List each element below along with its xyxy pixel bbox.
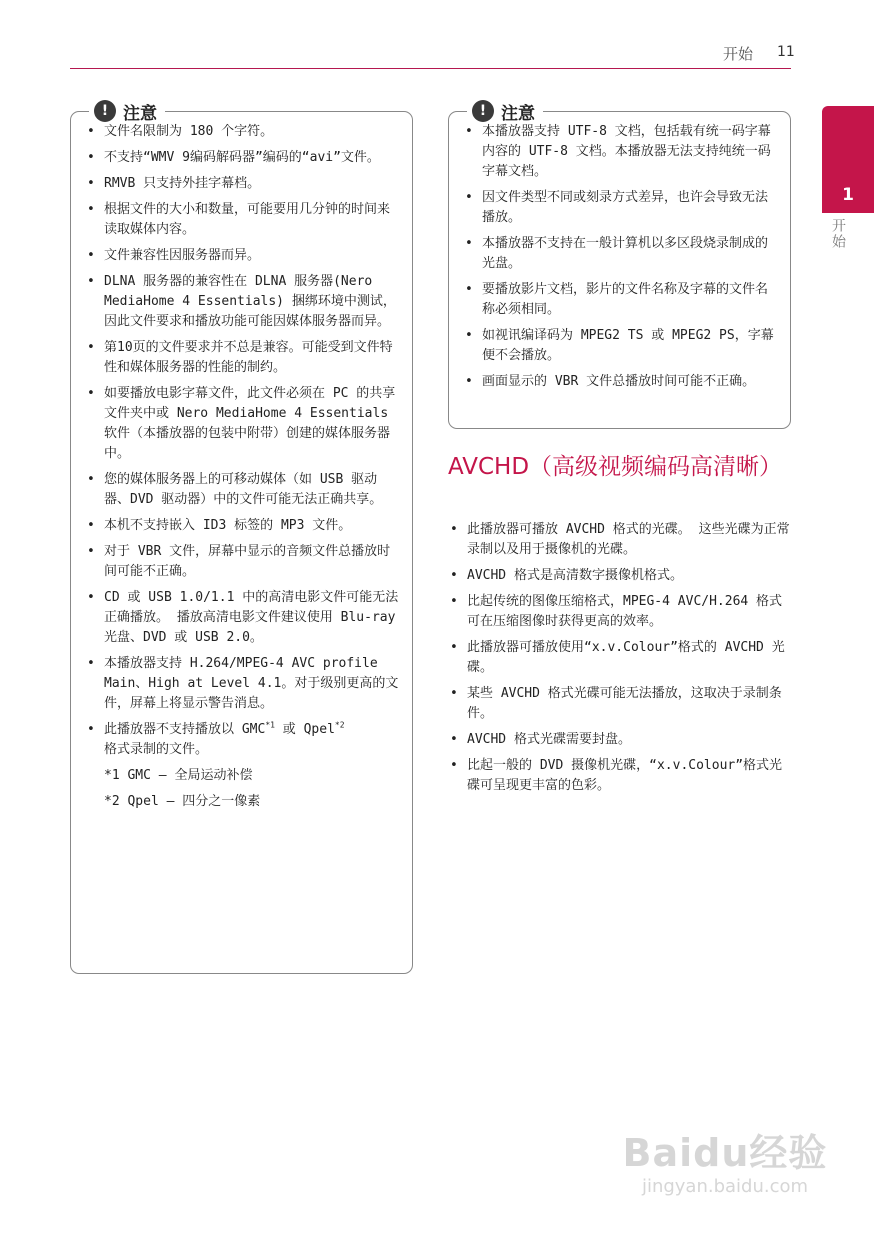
list-item: • CD 或 USB 1.0/1.1 中的高清电影文件可能无法正确播放。 播放高清电影文件建议使用 Blu-ray光盘、DVD 或 USB 2.0。 bbox=[85, 588, 400, 648]
list-item: • 本播放器支持 H.264/MPEG-4 AVC profile Main、High at Level 4.1。对于级别更高的文件，屏幕上将显示警告消息。 bbox=[85, 654, 400, 714]
list-item: • 本播放器不支持在一般计算机以多区段烧录制成的光盘。 bbox=[463, 234, 778, 274]
chapter-side-tab bbox=[822, 106, 874, 213]
right-note-list bbox=[463, 122, 778, 392]
list-item: • 不支持“WMV 9编码解码器”编码的“avi”文件。 bbox=[85, 148, 400, 168]
exclamation-icon: ! bbox=[472, 100, 494, 122]
watermark-url: jingyan.baidu.com bbox=[641, 1176, 809, 1197]
footnote-qpel: *2 Qpel – 四分之一像素 bbox=[104, 794, 261, 809]
avchd-section-body bbox=[448, 520, 791, 802]
list-item: • 本机不支持嵌入 ID3 标签的 MP3 文件。 bbox=[85, 516, 400, 536]
footnote-gmc: *1 GMC – 全局运动补偿 bbox=[104, 768, 253, 783]
chapter-number: 1 bbox=[842, 185, 854, 205]
list-item: • 比起一般的 DVD 摄像机光碟，“x.v.Colour”格式光碟可呈现更丰富的色彩。 bbox=[448, 756, 791, 796]
list-item: • 比起传统的图像压缩格式，MPEG-4 AVC/H.264 格式可在压缩图像时获得更高的效率。 bbox=[448, 592, 791, 632]
list-item: • 第10页的文件要求并不总是兼容。可能受到文件特性和媒体服务器的性能的制约。 bbox=[85, 338, 400, 378]
page-number: 11 bbox=[777, 44, 795, 60]
chapter-side-label: 开始 bbox=[830, 218, 846, 250]
list-item bbox=[85, 720, 400, 760]
exclamation-icon: ! bbox=[94, 100, 116, 122]
list-item: • RMVB 只支持外挂字幕档。 bbox=[85, 174, 400, 194]
right-note-box bbox=[448, 103, 791, 429]
gmc-text-pre: 此播放器不支持播放以 GMC bbox=[104, 722, 266, 737]
header-chapter-title: 开始 bbox=[723, 45, 754, 63]
right-note-title bbox=[467, 98, 543, 124]
list-item: • AVCHD 格式是高清数字摄像机格式。 bbox=[448, 566, 791, 586]
avchd-list bbox=[448, 520, 791, 796]
list-item: • 因文件类型不同或刻录方式差异，也许会导致无法播放。 bbox=[463, 188, 778, 228]
list-item: • 要播放影片文档，影片的文件名称及字幕的文件名称必须相同。 bbox=[463, 280, 778, 320]
watermark-logo: Baidu经验 bbox=[622, 1131, 828, 1175]
list-item: • 文件名限制为 180 个字符。 bbox=[85, 122, 400, 142]
list-item: • AVCHD 格式光碟需要封盘。 bbox=[448, 730, 791, 750]
baidu-watermark bbox=[620, 1130, 830, 1198]
list-item: • 根据文件的大小和数量，可能要用几分钟的时间来读取媒体内容。 bbox=[85, 200, 400, 240]
left-note-box bbox=[70, 103, 413, 974]
list-item: • 画面显示的 VBR 文件总播放时间可能不正确。 bbox=[463, 372, 778, 392]
list-item: • 本播放器支持 UTF-8 文档，包括载有统一码字幕内容的 UTF-8 文档。本播放器无法支持纯统一码字幕文档。 bbox=[463, 122, 778, 182]
footnote-marker-2: *2 bbox=[334, 720, 345, 730]
list-item: • 如要播放电影字幕文件，此文件必须在 PC 的共享文件夹中或 Nero MediaHome 4 Essentials 软件（本播放器的包装中附带）创建的媒体服务器中。 bbox=[85, 384, 400, 464]
list-item: • 文件兼容性因服务器而异。 bbox=[85, 246, 400, 266]
gmc-text-post: 格式录制的文件。 bbox=[104, 742, 209, 757]
gmc-list bbox=[85, 720, 400, 760]
list-item: • 您的媒体服务器上的可移动媒体（如 USB 驱动器、DVD 驱动器）中的文件可能无法正确共享。 bbox=[85, 470, 400, 510]
list-item: • 某些 AVCHD 格式光碟可能无法播放，这取决于录制条件。 bbox=[448, 684, 791, 724]
left-note-list bbox=[85, 122, 400, 714]
note-title-text: 注意 bbox=[123, 103, 157, 124]
header-divider bbox=[70, 68, 791, 69]
left-note-title bbox=[89, 98, 165, 124]
list-item: • DLNA 服务器的兼容性在 DLNA 服务器(Nero MediaHome 4 Essentials) 捆绑环境中测试，因此文件要求和播放功能可能因媒体服务器而异。 bbox=[85, 272, 400, 332]
list-item: • 如视讯编译码为 MPEG2 TS 或 MPEG2 PS，字幕便不会播放。 bbox=[463, 326, 778, 366]
note-title-text: 注意 bbox=[501, 103, 535, 124]
list-item: • 此播放器可播放使用“x.v.Colour”格式的 AVCHD 光碟。 bbox=[448, 638, 791, 678]
avchd-heading: AVCHD（高级视频编码高清晰） bbox=[448, 454, 783, 480]
list-item: • 此播放器可播放 AVCHD 格式的光碟。 这些光碟为正常录制以及用于摄像机的光碟。 bbox=[448, 520, 791, 560]
gmc-text-mid: 或 Qpel bbox=[274, 722, 335, 737]
footnote-marker-1: *1 bbox=[265, 720, 275, 730]
list-item: • 对于 VBR 文件，屏幕中显示的音频文件总播放时间可能不正确。 bbox=[85, 542, 400, 582]
